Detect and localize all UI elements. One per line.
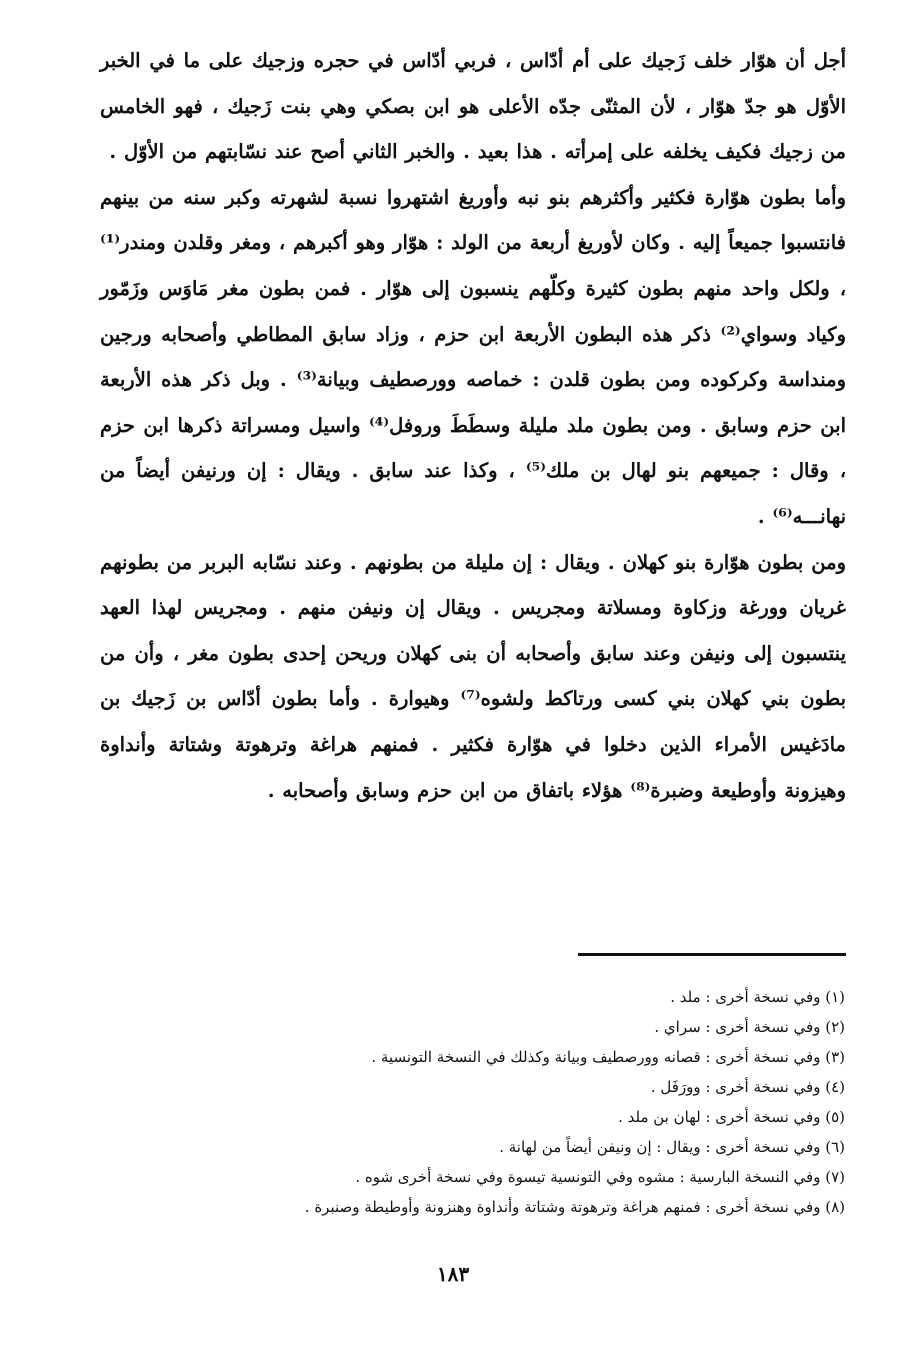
paragraph-1: أجل أن هوّار خلف زَجيك على أم أدّاس ، فربي أدّاس في حجره وزجيك على ما في الخبر الأوّل هو جدّ هوّار ، لأن المثنّى جدّه الأعلى هو ابن بصكي وهي بنت زَجيك ، فهو الخامس من زجيك فكيف يخلفه على إمرأته . هذا بعيد . والخبر الثاني أصح عند نسّابتهم من الأوّل . xyxy=(100,49,846,164)
footnote-4: (٤) وفي نسخة أخرى : وورَفَل . xyxy=(650,1078,845,1096)
footnote-1: (١) وفي نسخة أخرى : ملد . xyxy=(670,988,845,1006)
footnote-6: (٦) وفي نسخة أخرى : ويقال : إن ونيفن أيضاً من لهانة . xyxy=(499,1138,845,1156)
footnote-2: (٢) وفي نسخة أخرى : سراي . xyxy=(654,1018,845,1036)
page-number: ١٨٣ xyxy=(436,1262,470,1286)
footnote-divider xyxy=(578,953,846,956)
footnote-5: (٥) وفي نسخة أخرى : لهان بن ملد . xyxy=(618,1108,845,1126)
footnote-3: (٣) وفي نسخة أخرى : قصانه وورصطيف وبيانة وكذلك في النسخة التونسية . xyxy=(371,1048,845,1066)
footnote-7: (٧) وفي النسخة البارسية : مشوه وفي التونسية تيسوة وفي نسخة أخرى شوه . xyxy=(355,1168,845,1186)
footnote-8: (٨) وفي نسخة أخرى : فمنهم هراغة وترهوتة وشتاتة وأنداوة وهنزونة وأوطيطة وصنبرة . xyxy=(304,1198,845,1216)
paragraph-3: ومن بطون هوّارة بنو كهلان . ويقال : إن مليلة من بطونهم . وعند نسّابه البربر من بطونهم غريان وورغة وزكاوة ومسلاتة ومجريس . ويقال إن ونيفن منهم . ومجريس لهذا العهد ينتسبون إلى ونيفن وعند سابق وأصحابه أن بنى كهلان وريحن إحدى بطون مغر ، وأن من بطون بني كهلان بني كسى ورتاكط ولشوه⁽⁷⁾ وهيوارة . وأما بطون أدّاس بن زَجيك بن مادَغيس الأمراء الذين دخلوا في هوّارة فكثير . فمنهم هراغة وترهوتة وشتاتة وأنداوة وهيزونة وأوطيعة وضبرة⁽⁸⁾ هؤلاء باتفاق من ابن حزم وسابق وأصحابه . xyxy=(100,550,847,802)
footnotes xyxy=(230,982,845,1222)
main-text xyxy=(100,38,846,813)
paragraph-2: وأما بطون هوّارة فكثير وأكثرهم بنو نبه وأوريغ اشتهروا نسبة لشهرته وكبر سنه من بينهم فانتسبوا جميعاً إليه . وكان لأوريغ أربعة من الولد : هوّار وهو أكبرهم ، ومغر وقلدن ومندر⁽¹⁾ ، ولكل واحد منهم بطون كثيرة وكلّهم ينسبون إلى هوّار . فمن بطون مغر مَاوَس وزَمّور وكياد وسواي⁽²⁾ ذكر هذه البطون الأربعة ابن حزم ، وزاد سابق المطاطي وأصحابه ورجين ومنداسة وكركوده ومن بطون قلدن : خماصه وورصطيف وبيانة⁽³⁾ . وبل ذكر هذه الأربعة ابن حزم وسابق . ومن بطون ملد مليلة وسطَطَ وروفل⁽⁴⁾ واسيل ومسراتة ذكرها ابن حزم ، وقال : جميعهم بنو لهال بن ملك⁽⁵⁾ ، وكذا عند سابق . ويقال : إن ورنيفن أيضاً من نهانـــه⁽⁶⁾ . xyxy=(100,185,847,528)
